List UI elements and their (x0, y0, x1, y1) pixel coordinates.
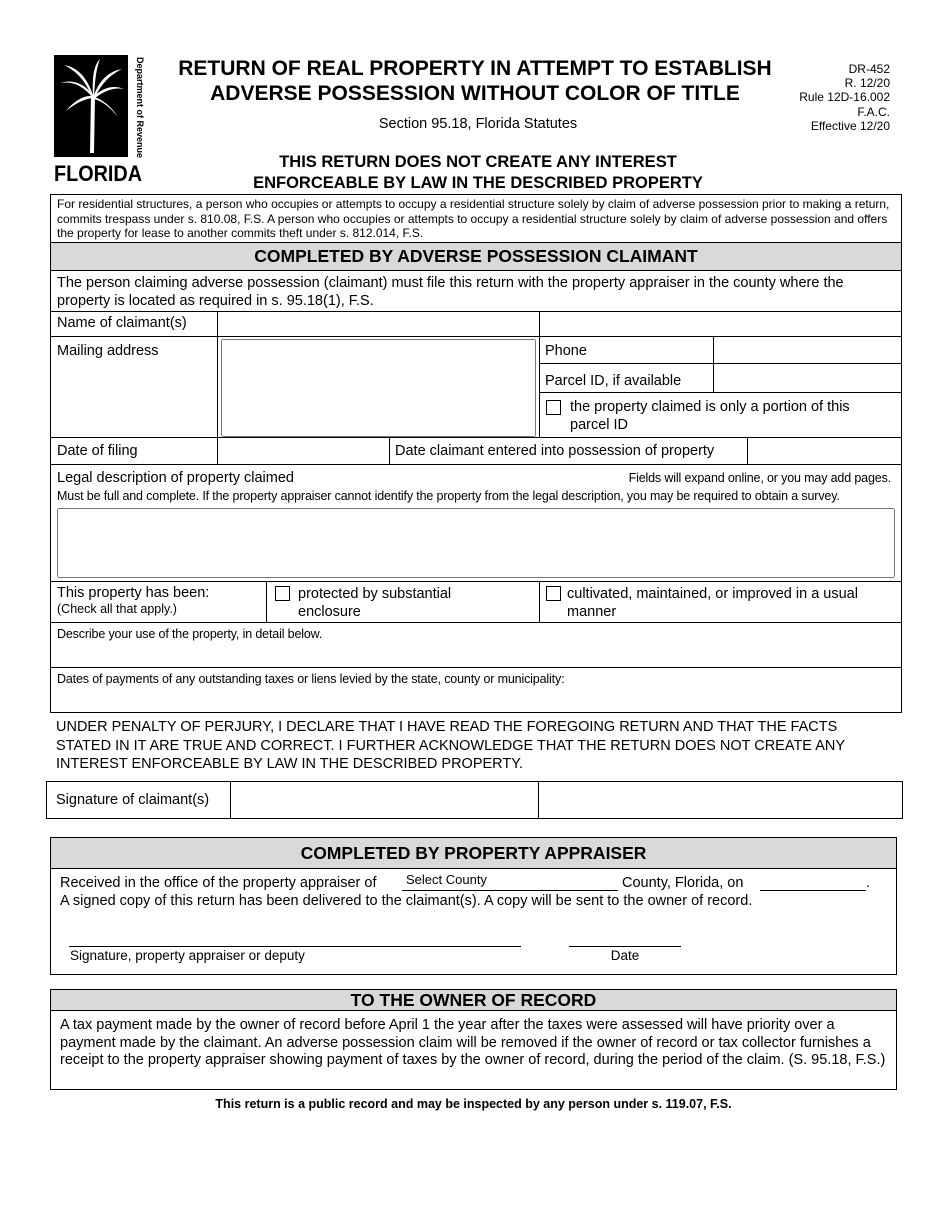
cultivated-checkbox[interactable] (546, 586, 561, 601)
title-line-1: RETURN OF REAL PROPERTY IN ATTEMPT TO ESTABLISH (178, 57, 772, 80)
owner-section-heading: TO THE OWNER OF RECORD (51, 989, 896, 1011)
statute-reference: Section 95.18, Florida Statutes (378, 116, 578, 132)
appraiser-date-line[interactable] (569, 946, 681, 947)
claimant-name-input[interactable] (221, 313, 536, 335)
date-entered-label: Date claimant entered into possession of property (395, 443, 715, 459)
county-select[interactable]: Select County (402, 871, 618, 891)
title-line-2: ADVERSE POSSESSION WITHOUT COLOR OF TITLE (210, 82, 740, 105)
form-rule: Rule 12D-16.002 (799, 90, 890, 105)
appraiser-date-label: Date (610, 948, 640, 963)
logo-side-text: Department of Revenue (135, 57, 145, 159)
received-period: . (866, 875, 871, 891)
claimant-signature-label: Signature of claimant(s) (56, 792, 210, 808)
form-fac: F.A.C. (857, 104, 890, 119)
legal-description-input[interactable] (57, 508, 895, 578)
claimant-section (50, 194, 902, 713)
disclaimer-line-1: THIS RETURN DOES NOT CREATE ANY INTEREST (279, 153, 677, 171)
parcel-id-label: Parcel ID, if available (545, 373, 682, 389)
date-filing-input[interactable] (221, 440, 386, 462)
claimant-signature-row (46, 781, 903, 819)
florida-dor-logo (54, 55, 145, 186)
protected-checkbox[interactable] (275, 586, 290, 601)
form-revision: R. 12/20 (844, 76, 890, 91)
date-entered-input[interactable] (751, 440, 897, 462)
form-effective: Effective 12/20 (810, 118, 890, 133)
logo-text: FLORIDA (54, 161, 143, 186)
owner-section (50, 989, 897, 1090)
received-date-input[interactable] (760, 873, 866, 891)
disclaimer-heading (160, 152, 796, 194)
check-all-note: (Check all that apply.) (57, 602, 177, 616)
payments-input[interactable] (57, 689, 895, 709)
form-identifier (799, 62, 890, 133)
form-number: DR-452 (848, 62, 890, 76)
describe-use-input[interactable] (57, 644, 895, 664)
perjury-statement: UNDER PENALTY OF PERJURY, I DECLARE THAT I HAVE READ THE FOREGOING RETURN AND THAT THE FACTS STATED IN IT ARE TRUE AND CORRECT. I FURTHER ACKNOWLEDGE THAT THE RETURN DOES NOT CREATE ANY INTEREST ENFORCEABLE BY LAW IN THE DESCRIBED PROPERTY. (56, 719, 845, 772)
payments-label: Dates of payments of any outstanding taxes or liens levied by the state, county or municipality: (57, 672, 565, 686)
claimant-instructions: The person claiming adverse possession (claimant) must file this return with the property appraiser in the county where the property is located as required in s. 95.18(1), F.S. (57, 275, 844, 309)
appraiser-signature-line[interactable] (69, 946, 521, 947)
claimant-signature-input-2[interactable] (543, 788, 898, 812)
legal-description-label: Legal description of property claimed (57, 470, 294, 486)
cultivated-option-label: cultivated, maintained, or improved in a usual manner (567, 586, 858, 620)
portion-label: the property claimed is only a portion of this parcel ID (570, 399, 850, 433)
protected-option-label: protected by substantial enclosure (298, 586, 452, 620)
parcel-id-input[interactable] (716, 368, 896, 390)
mailing-address-input[interactable] (221, 339, 536, 437)
form-title (160, 56, 790, 106)
claimant-name-label: Name of claimant(s) (57, 315, 187, 331)
claimant-section-heading: COMPLETED BY ADVERSE POSSESSION CLAIMANT (51, 242, 901, 271)
appraiser-signature-label: Signature, property appraiser or deputy (70, 948, 305, 963)
disclaimer-line-2: ENFORCEABLE BY LAW IN THE DESCRIBED PROPERTY (253, 174, 703, 192)
describe-use-label: Describe your use of the property, in detail below. (57, 627, 323, 641)
warning-text: For residential structures, a person who occupies or attempts to occupy a residential structure solely by claim of adverse possession prior to making a return, commits trespass under s. 810.08, F.S. A person who occupies or attempts to occupy a residential structure solely by claim of adverse possession and offers the property for lease to another commits theft under s. 812.014, F.S. (57, 197, 890, 240)
received-suffix: County, Florida, on (622, 875, 744, 891)
public-record-notice: This return is a public record and may be inspected by any person under s. 119.07, F.S. (215, 1097, 732, 1111)
appraiser-section-heading: COMPLETED BY PROPERTY APPRAISER (51, 837, 896, 869)
claimant-name-input-2[interactable] (543, 313, 898, 335)
expand-note: Fields will expand online, or you may add pages. (628, 471, 891, 485)
phone-input[interactable] (716, 339, 896, 361)
claimant-signature-input[interactable] (235, 788, 535, 812)
portion-checkbox[interactable] (546, 400, 561, 415)
property-been-label: This property has been: (57, 585, 210, 601)
date-filing-label: Date of filing (57, 443, 138, 459)
phone-label: Phone (545, 343, 587, 359)
appraiser-section (50, 837, 897, 975)
legal-description-note: Must be full and complete. If the property appraiser cannot identify the property from the legal description, you may be required to obtain a survey. (57, 489, 840, 503)
received-prefix: Received in the office of the property appraiser of (60, 875, 377, 891)
owner-section-text: A tax payment made by the owner of record before April 1 the year after the taxes were assessed will have priority over a payment made by the claimant. An adverse possession claim will be removed if the owner of record or tax collector furnishes a receipt to the property appraiser showing payment of taxes by the owner of record, during the period of the claim. (S. 95.18, F.S.) (60, 1017, 886, 1068)
mailing-address-label: Mailing address (57, 343, 159, 359)
delivered-text: A signed copy of this return has been delivered to the claimant(s). A copy will be sent to the owner of record. (60, 893, 753, 909)
